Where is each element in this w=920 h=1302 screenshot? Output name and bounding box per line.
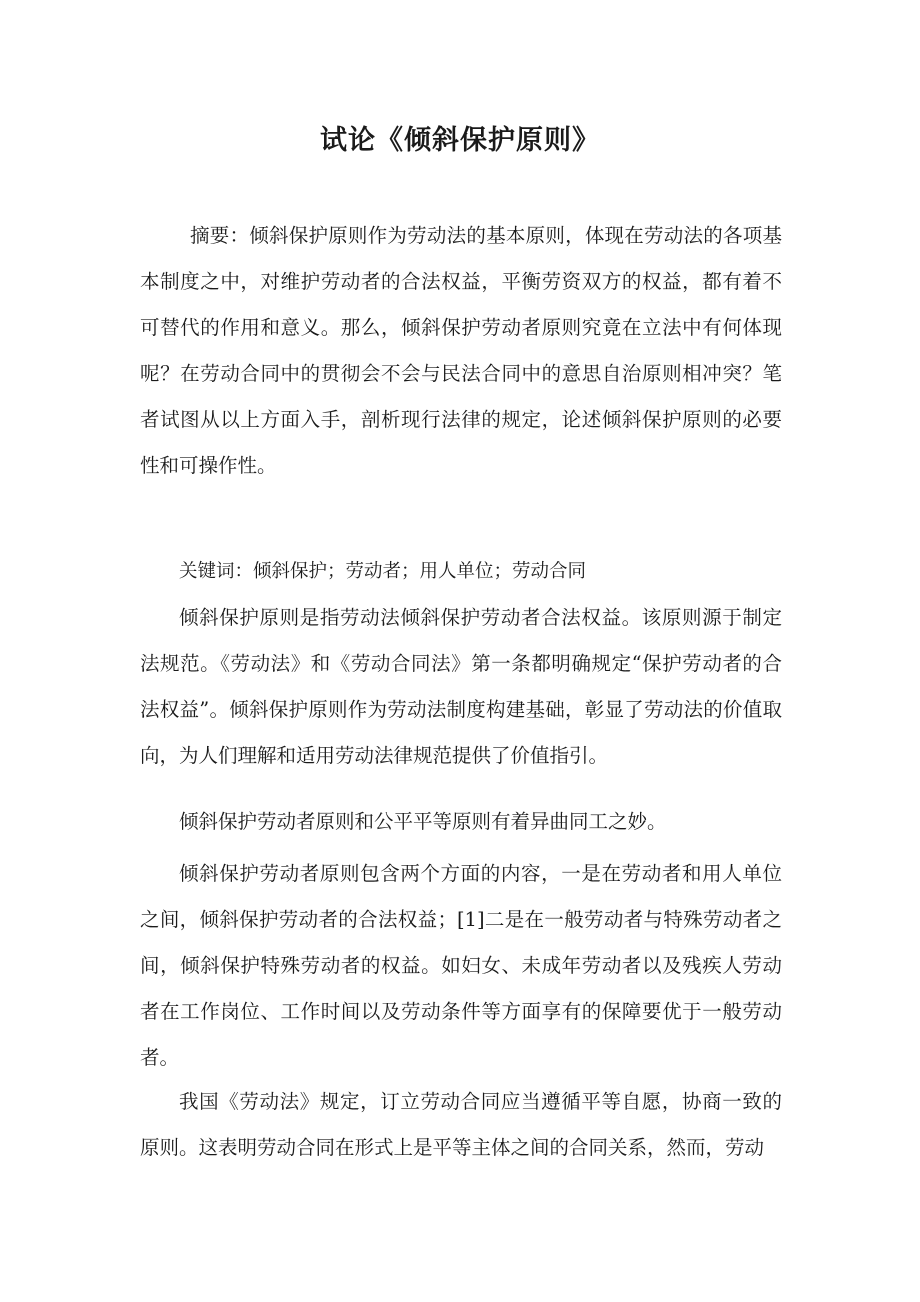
body-paragraph-2: 倾斜保护劳动者原则和公平平等原则有着异曲同工之妙。: [179, 810, 667, 833]
keywords-line: 关键词：倾斜保护；劳动者；用人单位；劳动合同: [179, 561, 587, 582]
document-title: 试论《倾斜保护原则》: [320, 125, 600, 156]
abstract-paragraph: 摘要：倾斜保护原则作为劳动法的基本原则，体现在劳动法的各项基本制度之中，对维护劳动者的合法权益，平衡劳资双方的权益，都有着不可替代的作用和意义。那么，倾斜保护劳动者原则究竟在立法中有何体现呢？在劳动合同中的贯彻会不会与民法合同中的意思自治原则相冲突？笔者试图从以上方面入手，剖析现行法律的规定，论述倾斜保护原则的必要性和可操作性。: [140, 224, 782, 477]
body-paragraph-4: 我国《劳动法》规定，订立劳动合同应当遵循平等自愿，协商一致的原则。这表明劳动合同在形式上是平等主体之间的合同关系，然而，劳动: [140, 1090, 782, 1159]
body-paragraph-3: 倾斜保护劳动者原则包含两个方面的内容，一是在劳动者和用人单位之间，倾斜保护劳动者的合法权益；[1]二是在一般劳动者与特殊劳动者之间，倾斜保护特殊劳动者的权益。如妇女、未成年劳动者以及残疾人劳动者在工作岗位、工作时间以及劳动条件等方面享有的保障要优于一般劳动者。: [140, 862, 782, 1069]
body-paragraph-1: 倾斜保护原则是指劳动法倾斜保护劳动者合法权益。该原则源于制定法规范。《劳动法》和《劳动合同法》第一条都明确规定“保护劳动者的合法权益”。倾斜保护原则作为劳动法制度构建基础，彰显了劳动法的价值取向，为人们理解和适用劳动法律规范提供了价值指引。: [140, 606, 782, 767]
